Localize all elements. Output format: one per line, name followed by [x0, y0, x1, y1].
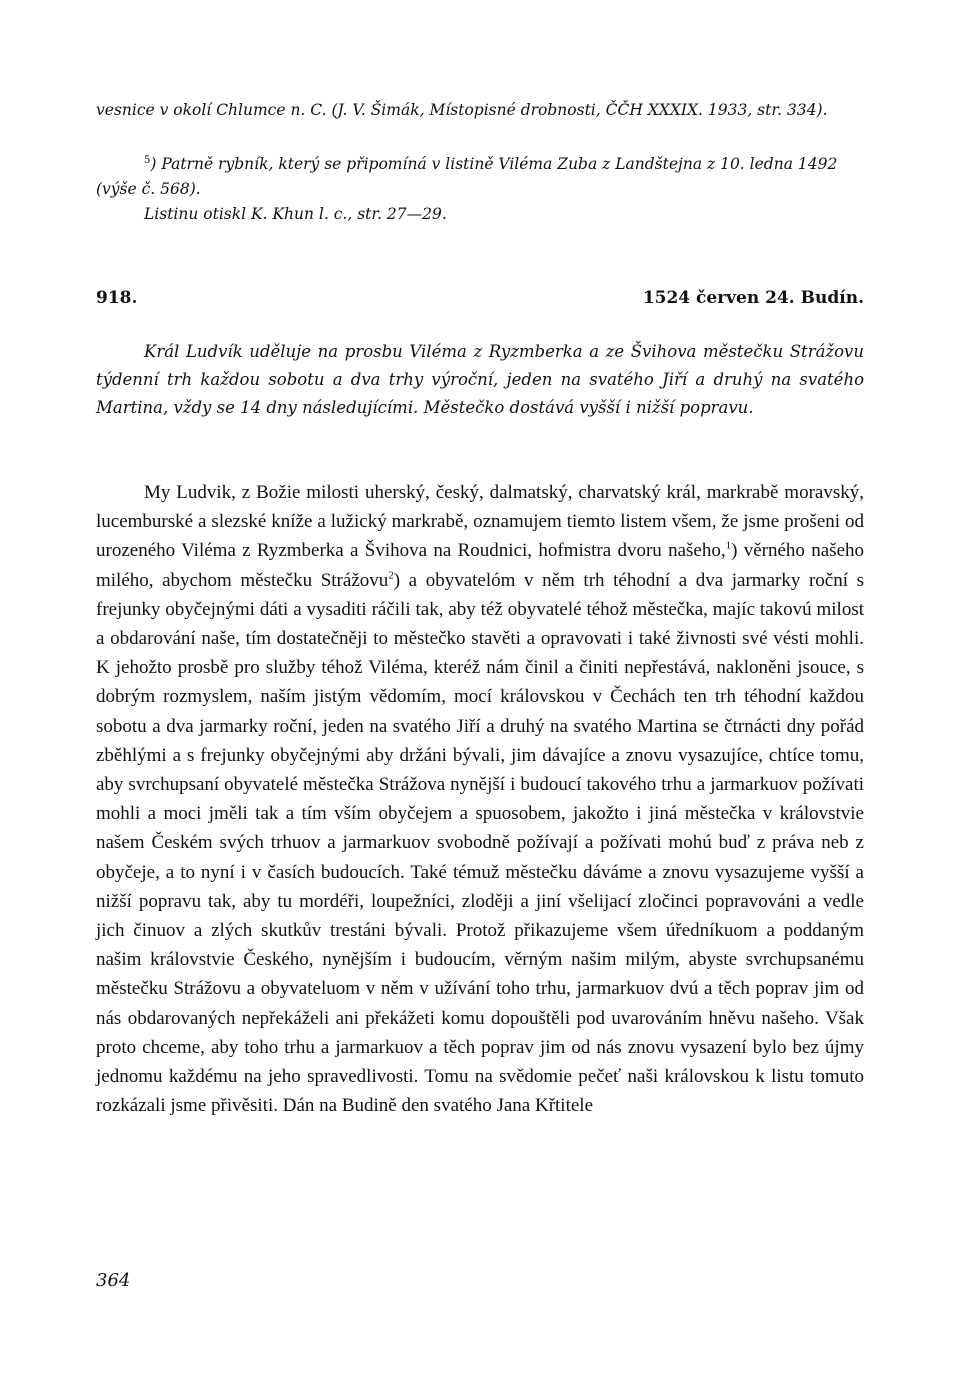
source-note: Listinu otiskl K. Khun l. c., str. 27—29.	[144, 205, 447, 223]
document-number: 918.	[96, 288, 138, 308]
page-number: 364	[96, 1270, 131, 1291]
footnote-ref-2: 2	[388, 569, 394, 582]
footnote-5: $^5$) Patrně rybník, který se připomíná v listině Viléma Zuba z Landštejna z 10. ledna 1492 (výše č. 568).	[96, 155, 838, 199]
document-regest: Král Ludvík uděluje na prosbu Viléma z Ryzmberka a ze Švihova městečku Strážovu týdenní trh každou sobotu a dva trhy výroční, jeden na svatého Jiří a druhý na svatého Martina, vždy se 14 dny následujícími. Městečko dostává vyšší i nižší popravu.	[96, 342, 864, 417]
footnote-ref-1: 1	[725, 540, 732, 553]
document-text: My Ludvik, z Božie milosti uherský, český, dalmatský, charvatský král, markrabě moravský, lucemburské a slezské kníže a lužický markrabě, oznamujem tiemto listem všem, že jsme prošeni od urozeného Viléma z Ryzmberka a Švihova na Roudnici, hofmistra dvoru našeho,$^1$) věrného našeho milého, abychom městečku Strážovu$^2$) a obyvatelóm v něm trh téhodní a dva jarmarky roční s frejunky obyčejnými dáti a vysaditi ráčili tak, aby též obyvatelé téhož městečka, majíc takovú milost a obdarování naše, tím dostatečněji to městečko stavěti a opravovati i také živnosti své vésti mohli. K jehožto prosbě pro služby téhož Viléma, kteréž nám činil a činiti nepřestává, nakloněni jsouce, s dobrým rozmyslem, naším jistým vědomím, mocí královskou v Čechách ten trh téhodní každou sobotu a dva jarmarky roční, jeden na svatého Jiří a druhý na svatého Martina se čtrnácti dny pořád zběhlými a s frejunky obyčejnými aby držáni bývali, jim dávajíce a znovu vysazujíce, chtíce tomu, aby svrchupsaní obyvatelé městečka Strážova nynější i budoucí takového trhu a jarmarkuov požívati mohli a moci jměli tak a tím vším obyčejem a spuosobem, jakožto i jiná městečka v královstvie našem Českém svých trhuov a jarmarkuov svobodně požívají a požívati mohú buď z práva neb z obyčeje, a to nyní i v časích budoucích. Také témuž městečku dáváme a znovu vysazujeme vyšší a nižší popravu tak, aby tu mordéři, loupežníci, zloději a jiní všelijací zločinci popravováni a vedle jich činuov a zlých skutkův trestáni bývali. Protož přikazujeme všem úředníkuom a poddaným našim královstvie Českého, nynějším i budoucím, věrným našim milým, abyste svrchupsanému městečku Strážovu a obyvateluom v něm v užívání toho trhu, jarmarkuov dvú a těch poprav jim od nás obdarovaných nepřekáželi ani překážeti komu dopouštěli pod uvarováním hněvu našeho. Však proto chceme, aby toho trhu a jarmarkuov a těch poprav jim od nás znovu vysazení bylo bez újmy jednomu každému na jeho spravedlivosti. Tomu na svědomie pečeť naši královskou k listu tomuto rozkázali jsme přivěsiti. Dán na Budině den svatého Jana Křtitele	[96, 482, 865, 1117]
footnote-mark: 5	[144, 155, 151, 166]
document-date: 1524 červen 24. Budín.	[642, 288, 864, 308]
footnote-continuation: vesnice v okolí Chlumce n. C. (J. V. Šimák, Místopisné drobnosti, ČČH XXXIX. 1933, str. 334).	[96, 101, 828, 119]
